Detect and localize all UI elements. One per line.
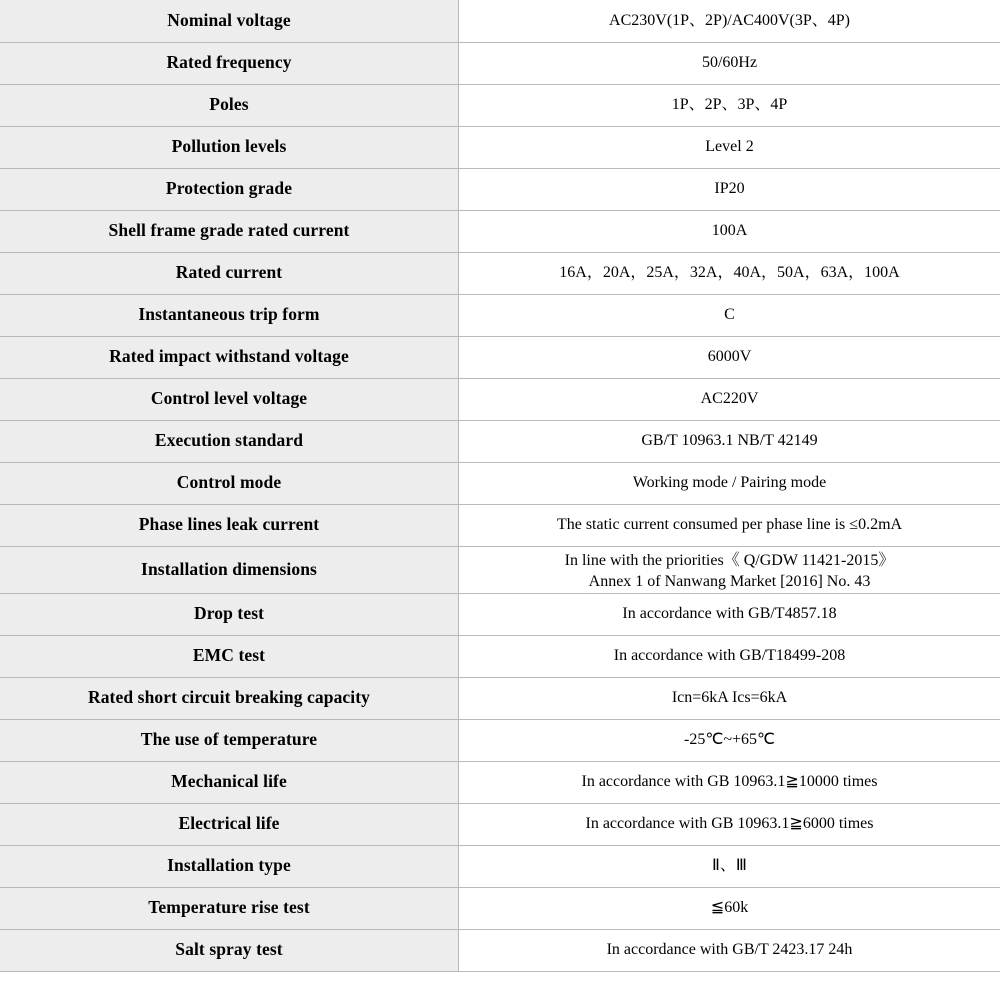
row-label: The use of temperature bbox=[0, 719, 459, 761]
table-row bbox=[0, 845, 1000, 887]
row-value bbox=[459, 252, 1000, 294]
value-line: 100A bbox=[711, 222, 748, 240]
table-row bbox=[0, 126, 1000, 168]
row-value bbox=[459, 887, 1000, 929]
row-label: Phase lines leak current bbox=[0, 504, 459, 546]
row-label: Mechanical life bbox=[0, 761, 459, 803]
row-value bbox=[459, 761, 1000, 803]
value-line: Level 2 bbox=[705, 138, 754, 156]
value-line: Ⅱ、Ⅲ bbox=[712, 857, 747, 875]
row-value bbox=[459, 420, 1000, 462]
value-line: Icn=6kA Ics=6kA bbox=[671, 689, 788, 707]
row-label: Drop test bbox=[0, 593, 459, 635]
row-value bbox=[459, 378, 1000, 420]
value-line: -25℃~+65℃ bbox=[684, 731, 775, 749]
table-row bbox=[0, 336, 1000, 378]
row-value bbox=[459, 168, 1000, 210]
table-row bbox=[0, 210, 1000, 252]
value-line: The static current consumed per phase line is ≤0.2mA bbox=[556, 516, 903, 534]
row-value bbox=[459, 84, 1000, 126]
table-row bbox=[0, 168, 1000, 210]
row-label: Control level voltage bbox=[0, 378, 459, 420]
value-line: In accordance with GB/T 2423.17 24h bbox=[606, 941, 853, 959]
row-value bbox=[459, 42, 1000, 84]
row-label: Electrical life bbox=[0, 803, 459, 845]
table-row bbox=[0, 929, 1000, 971]
row-value bbox=[459, 593, 1000, 635]
value-line: In line with the priorities《 Q/GDW 11421-2015》 bbox=[564, 551, 895, 569]
row-label: EMC test bbox=[0, 635, 459, 677]
row-value bbox=[459, 845, 1000, 887]
row-value bbox=[459, 210, 1000, 252]
table-row bbox=[0, 84, 1000, 126]
value-line: AC230V(1P、2P)/AC400V(3P、4P) bbox=[609, 11, 850, 29]
table-row bbox=[0, 677, 1000, 719]
row-label: Protection grade bbox=[0, 168, 459, 210]
row-value bbox=[459, 803, 1000, 845]
table-row bbox=[0, 546, 1000, 593]
row-label: Salt spray test bbox=[0, 929, 459, 971]
value-line: In accordance with GB/T18499-208 bbox=[613, 647, 846, 665]
value-line: C bbox=[724, 306, 735, 324]
table-row bbox=[0, 593, 1000, 635]
table-row bbox=[0, 887, 1000, 929]
row-value bbox=[459, 546, 1000, 593]
row-label: Rated short circuit breaking capacity bbox=[0, 677, 459, 719]
table-row bbox=[0, 378, 1000, 420]
row-label: Rated current bbox=[0, 252, 459, 294]
table-row bbox=[0, 719, 1000, 761]
row-value bbox=[459, 336, 1000, 378]
value-line: In accordance with GB/T4857.18 bbox=[622, 605, 837, 623]
table-row bbox=[0, 462, 1000, 504]
row-label: Pollution levels bbox=[0, 126, 459, 168]
row-label: Control mode bbox=[0, 462, 459, 504]
table-row bbox=[0, 42, 1000, 84]
table-row bbox=[0, 252, 1000, 294]
table-row bbox=[0, 761, 1000, 803]
value-line: AC220V bbox=[700, 390, 759, 408]
table-row bbox=[0, 635, 1000, 677]
row-value bbox=[459, 0, 1000, 42]
row-label: Installation type bbox=[0, 845, 459, 887]
row-label: Shell frame grade rated current bbox=[0, 210, 459, 252]
table-row bbox=[0, 504, 1000, 546]
table-row bbox=[0, 420, 1000, 462]
value-line: 6000V bbox=[707, 348, 752, 366]
value-line: In accordance with GB 10963.1≧6000 times bbox=[585, 815, 874, 833]
value-line: In accordance with GB 10963.1≧10000 times bbox=[581, 773, 878, 791]
row-value bbox=[459, 126, 1000, 168]
value-line: Working mode / Pairing mode bbox=[632, 474, 827, 492]
row-label: Rated frequency bbox=[0, 42, 459, 84]
row-label: Nominal voltage bbox=[0, 0, 459, 42]
table-row bbox=[0, 803, 1000, 845]
row-label: Rated impact withstand voltage bbox=[0, 336, 459, 378]
value-line: 16A，20A，25A，32A，40A，50A，63A，100A bbox=[559, 264, 900, 282]
row-value bbox=[459, 929, 1000, 971]
row-value bbox=[459, 719, 1000, 761]
row-label: Execution standard bbox=[0, 420, 459, 462]
table-row bbox=[0, 0, 1000, 42]
table-row bbox=[0, 294, 1000, 336]
value-line: GB/T 10963.1 NB/T 42149 bbox=[641, 432, 818, 450]
row-value bbox=[459, 677, 1000, 719]
row-label: Poles bbox=[0, 84, 459, 126]
value-line: Annex 1 of Nanwang Market [2016] No. 43 bbox=[588, 573, 871, 591]
value-line: 50/60Hz bbox=[701, 54, 758, 72]
row-value bbox=[459, 504, 1000, 546]
row-label: Temperature rise test bbox=[0, 887, 459, 929]
row-label: Installation dimensions bbox=[0, 546, 459, 593]
row-value bbox=[459, 462, 1000, 504]
row-value bbox=[459, 635, 1000, 677]
row-label: Instantaneous trip form bbox=[0, 294, 459, 336]
row-value bbox=[459, 294, 1000, 336]
value-line: 1P、2P、3P、4P bbox=[671, 96, 788, 114]
value-line: ≦60k bbox=[710, 899, 749, 917]
value-line: IP20 bbox=[714, 180, 745, 198]
